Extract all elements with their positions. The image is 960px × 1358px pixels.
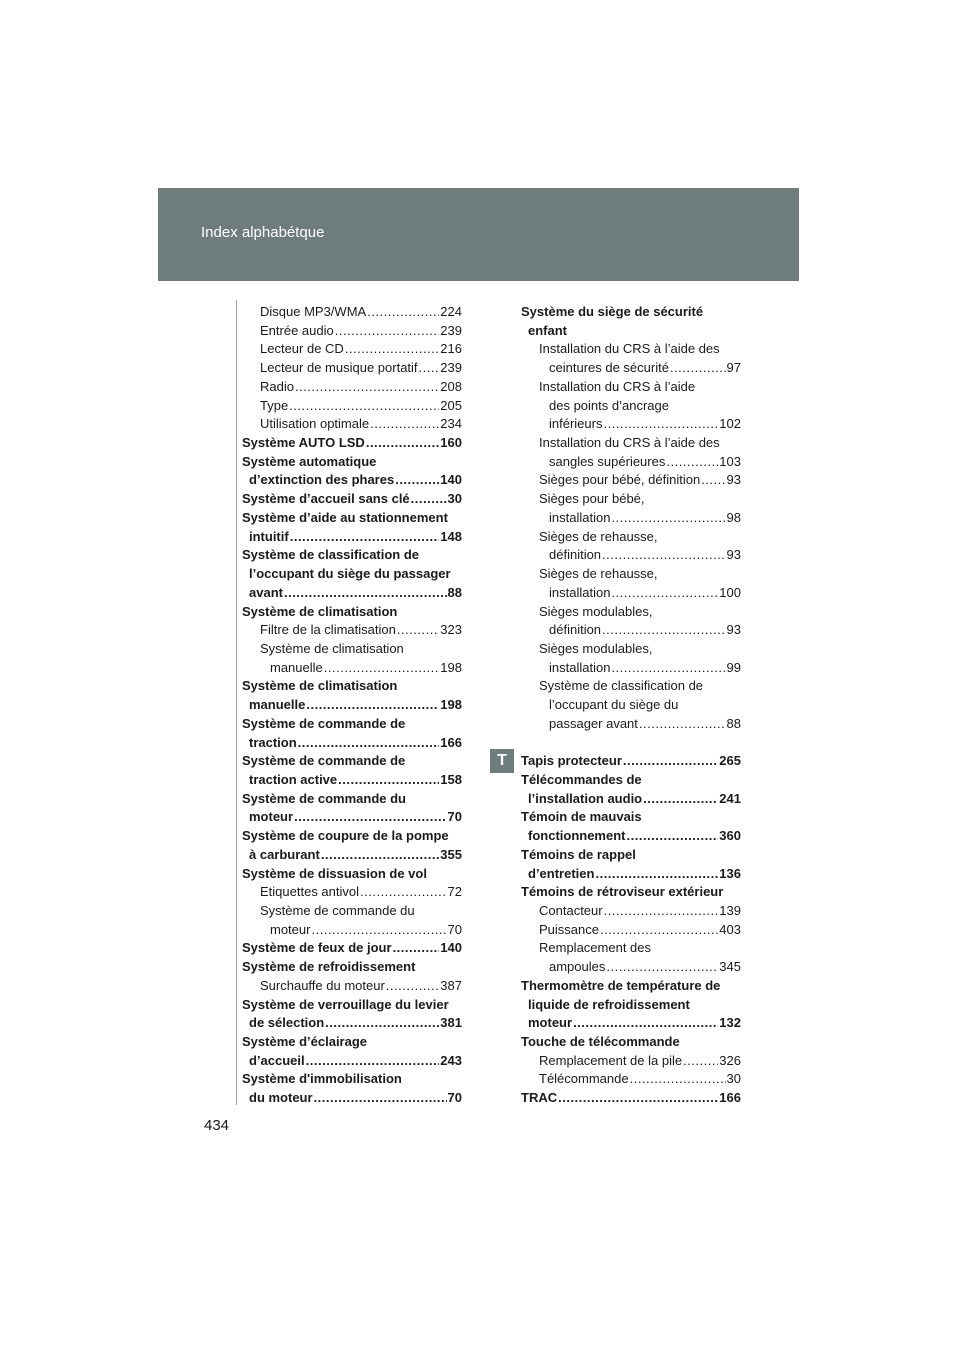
header-title: Index alphabétque (201, 224, 325, 241)
index-entry (242, 546, 462, 565)
index-entry-page: 88 (726, 715, 741, 731)
index-entry (242, 715, 462, 734)
index-entry-text: Système d’éclairage (242, 1034, 368, 1050)
index-entry (521, 509, 741, 528)
index-entry-page: 265 (719, 753, 741, 769)
index-entry (242, 883, 462, 902)
index-entry-text: Système de classification de (242, 547, 420, 563)
index-entry-text: Témoins de rétroviseur extérieur (521, 884, 724, 900)
dot-leader (284, 584, 447, 603)
dot-leader (295, 378, 439, 397)
index-entry-page: 93 (726, 622, 741, 638)
index-entry-text: moteur (270, 921, 311, 937)
index-spacer (521, 734, 741, 753)
index-entry-text: Installation du CRS à l’aide des (539, 341, 720, 357)
index-entry (242, 790, 462, 809)
index-entry (521, 434, 741, 453)
index-entry (521, 340, 741, 359)
dot-leader (623, 752, 718, 771)
index-entry-page: 198 (440, 659, 462, 675)
index-entry (242, 322, 462, 341)
dot-leader (411, 490, 447, 509)
index-column-left (242, 303, 462, 1108)
dot-leader (386, 977, 440, 996)
dot-leader (602, 546, 725, 565)
index-entry (242, 696, 462, 715)
dot-leader (306, 1052, 440, 1071)
index-entry-page: 140 (440, 472, 462, 488)
index-entry-page: 403 (719, 921, 741, 937)
dot-leader (604, 902, 719, 921)
dot-leader (639, 715, 726, 734)
index-entry-text: Système de feux de jour (242, 940, 392, 956)
index-entry-text: installation (549, 584, 611, 600)
index-entry (242, 996, 462, 1015)
index-entry-text: passager avant (549, 715, 638, 731)
index-entry-text: Système de verrouillage du levier (242, 996, 449, 1012)
dot-leader (306, 696, 439, 715)
dot-leader (630, 1070, 726, 1089)
index-entry-text: moteur (249, 809, 294, 825)
dot-leader (666, 453, 718, 472)
index-entry-text: Lecteur de musique portatif (260, 360, 418, 376)
index-entry (242, 1052, 462, 1071)
dot-leader (338, 771, 439, 790)
dot-leader (393, 939, 440, 958)
dot-leader (606, 958, 718, 977)
index-entry (242, 415, 462, 434)
index-entry (521, 808, 741, 827)
index-entry-text: Installation du CRS à l’aide (539, 378, 696, 394)
index-entry-text: Système de climatisation (242, 603, 398, 619)
index-entry-page: 239 (440, 360, 462, 376)
index-entry-page: 103 (719, 453, 741, 469)
index-entry-text: Système d’accueil sans clé (242, 491, 410, 507)
index-entry-text: Système de commande du (260, 903, 415, 918)
index-entry (521, 546, 741, 565)
index-entry-text: avant (249, 584, 283, 600)
index-entry (242, 528, 462, 547)
index-entry (242, 584, 462, 603)
index-entry-text: enfant (528, 322, 567, 338)
dot-leader (419, 359, 440, 378)
index-entry (242, 621, 462, 640)
index-entry-page: 136 (719, 865, 741, 881)
index-entry-text: ampoules (549, 959, 606, 975)
index-entry-text: de sélection (249, 1015, 325, 1031)
dot-leader (603, 415, 718, 434)
index-entry (242, 1014, 462, 1033)
index-entry-page: 205 (440, 397, 462, 413)
index-entry (521, 977, 741, 996)
index-entry-text: Entrée audio (260, 322, 334, 338)
index-entry-text: manuelle (270, 659, 323, 675)
index-entry (521, 771, 741, 790)
index-entry-page: 97 (726, 360, 741, 376)
index-entry-page: 208 (440, 378, 462, 394)
index-entry-text: Contacteur (539, 903, 603, 918)
index-entry-text: Sièges de rehausse, (539, 528, 658, 544)
index-entry (521, 883, 741, 902)
index-entry (242, 808, 462, 827)
index-entry (521, 1014, 741, 1033)
index-entry-text: inférieurs (549, 416, 603, 432)
index-entry (521, 565, 741, 584)
index-entry-page: 148 (440, 528, 462, 544)
dot-leader (367, 303, 439, 322)
index-entry-text: moteur (528, 1015, 573, 1031)
index-entry-text: Sièges pour bébé, définition (539, 472, 701, 488)
index-entry-text: d’extinction des phares (249, 472, 395, 488)
index-entry-text: Système de commande du (242, 790, 406, 806)
dot-leader (298, 734, 440, 753)
index-entry-page: 326 (719, 1052, 741, 1068)
dot-leader (558, 1089, 718, 1108)
index-entry (242, 902, 462, 921)
dot-leader (345, 340, 439, 359)
index-entry (242, 340, 462, 359)
index-entry (521, 865, 741, 884)
index-entry (242, 1089, 462, 1108)
index-entry-text: l’occupant du siège du passager (249, 566, 451, 582)
index-entry-text: Filtre de la climatisation (260, 622, 396, 638)
dot-leader (360, 883, 447, 902)
dot-leader (602, 621, 725, 640)
index-entry-text: Tapis protecteur (521, 753, 622, 769)
index-entry (242, 509, 462, 528)
index-entry-text: Système de commande de (242, 715, 406, 731)
index-entry-page: 102 (719, 416, 741, 432)
dot-leader (611, 584, 718, 603)
index-entry-text: Système automatique (242, 453, 377, 469)
index-entry (521, 378, 741, 397)
dot-leader (395, 471, 439, 490)
index-entry (521, 752, 741, 771)
index-entry-text: Télécommande (539, 1071, 629, 1087)
dot-leader (701, 471, 725, 490)
index-entry-text: Système du siège de sécurité (521, 304, 704, 319)
index-entry-page: 30 (726, 1071, 741, 1087)
index-entry-text: intuitif (249, 528, 289, 544)
index-entry (242, 434, 462, 453)
index-entry (521, 1089, 741, 1108)
index-entry (242, 640, 462, 659)
index-entry (521, 939, 741, 958)
index-entry-text: Système d'immobilisation (242, 1071, 402, 1087)
index-entry-page: 387 (440, 977, 462, 993)
index-entry (521, 827, 741, 846)
index-entry (521, 584, 741, 603)
index-entry (242, 453, 462, 472)
dot-leader (289, 397, 439, 416)
index-entry (521, 1070, 741, 1089)
dot-leader (595, 865, 718, 884)
index-entry (521, 659, 741, 678)
index-entry-page: 381 (440, 1015, 462, 1031)
index-entry-text: Thermomètre de température de (521, 977, 721, 993)
index-entry (521, 415, 741, 434)
index-entry (242, 771, 462, 790)
index-entry-page: 345 (719, 959, 741, 975)
index-entry-text: Sièges modulables, (539, 640, 653, 656)
section-letter-tab: T (490, 749, 514, 773)
index-entry-page: 166 (440, 734, 462, 750)
index-entry-text: Remplacement des (539, 940, 651, 956)
dot-leader (294, 808, 446, 827)
index-entry-text: traction (249, 734, 297, 750)
index-entry-page: 93 (726, 472, 741, 488)
index-entry (242, 827, 462, 846)
index-entry-text: Etiquettes antivol (260, 884, 360, 900)
index-entry (521, 902, 741, 921)
index-entry-text: Système de dissuasion de vol (242, 865, 427, 881)
index-entry (521, 696, 741, 715)
index-entry (242, 303, 462, 322)
index-entry-text: Lecteur de CD (260, 341, 344, 357)
index-entry-text: Système AUTO LSD (242, 435, 365, 451)
page-number: 434 (204, 1117, 230, 1134)
index-entry-page: 241 (719, 790, 741, 806)
index-entry-page: 166 (719, 1090, 741, 1106)
index-entry-page: 100 (719, 584, 741, 600)
index-entry-text: Installation du CRS à l’aide des (539, 435, 720, 451)
dot-leader (611, 509, 725, 528)
index-entry-text: fonctionnement (528, 828, 626, 844)
index-entry (242, 1033, 462, 1052)
index-entry-page: 88 (447, 584, 462, 600)
index-entry-page: 93 (726, 547, 741, 563)
dot-leader (324, 659, 440, 678)
index-entry (521, 958, 741, 977)
index-entry (242, 977, 462, 996)
index-entry-page: 323 (440, 622, 462, 638)
index-entry-page: 99 (726, 659, 741, 675)
index-entry-text: sangles supérieures (549, 453, 666, 469)
index-entry (242, 397, 462, 416)
index-entry-text: Remplacement de la pile (539, 1052, 683, 1068)
index-entry-page: 139 (719, 903, 741, 918)
index-entry (242, 846, 462, 865)
index-entry-text: traction active (249, 771, 338, 787)
index-entry-text: Système de commande de (242, 753, 406, 769)
index-entry (242, 921, 462, 940)
index-entry (521, 1052, 741, 1071)
index-entry-text: Sièges de rehausse, (539, 566, 658, 582)
index-entry-text: Touche de télécommande (521, 1034, 680, 1050)
index-entry-text: TRAC (521, 1090, 558, 1106)
dot-leader (290, 528, 440, 547)
index-entry-text: installation (549, 509, 611, 525)
index-entry-text: Système de climatisation (242, 678, 398, 694)
index-entry (521, 471, 741, 490)
index-entry-page: 355 (440, 846, 462, 862)
index-entry (242, 565, 462, 584)
index-entry (242, 359, 462, 378)
index-entry-page: 160 (440, 435, 462, 451)
index-column-right (521, 303, 741, 1108)
index-entry (521, 715, 741, 734)
index-entry-text: installation (549, 659, 611, 675)
index-entry-text: Utilisation optimale (260, 416, 370, 432)
index-entry-text: Système de coupure de la pompe (242, 828, 449, 844)
index-entry (242, 958, 462, 977)
index-entry-text: Puissance (539, 921, 599, 937)
dot-leader (573, 1014, 718, 1033)
index-entry-text: Type (260, 397, 289, 413)
index-entry-page: 239 (440, 322, 462, 338)
index-entry (521, 677, 741, 696)
index-entry-page: 140 (440, 940, 462, 956)
index-entry-page: 198 (440, 697, 462, 713)
index-entry-page: 70 (447, 921, 462, 937)
dot-leader (321, 846, 439, 865)
index-entry-text: Radio (260, 378, 294, 394)
dot-leader (397, 621, 439, 640)
index-entry-text: liquide de refroidissement (528, 996, 690, 1012)
index-entry-text: définition (549, 622, 602, 638)
dot-leader (600, 921, 718, 940)
index-entry (521, 846, 741, 865)
dot-leader (611, 659, 725, 678)
index-entry (242, 490, 462, 509)
index-entry (521, 603, 741, 622)
index-entry-text: Disque MP3/WMA (260, 304, 367, 319)
dot-leader (366, 434, 439, 453)
index-entry (521, 640, 741, 659)
index-entry-text: Système de refroidissement (242, 959, 416, 975)
dot-leader (670, 359, 726, 378)
header-band (158, 188, 799, 281)
index-entry (521, 322, 741, 341)
index-entry-text: d’accueil (249, 1052, 305, 1068)
index-entry-page: 224 (440, 304, 462, 319)
index-entry-text: Système de classification de (539, 678, 704, 694)
dot-leader (683, 1052, 718, 1071)
index-entry-page: 234 (440, 416, 462, 432)
index-entry-text: Système de climatisation (260, 640, 404, 656)
index-entry-text: Surchauffe du moteur (260, 977, 385, 993)
index-entry-page: 30 (447, 491, 462, 507)
index-entry-text: du moteur (249, 1090, 313, 1106)
index-entry (521, 453, 741, 472)
index-entry (521, 397, 741, 416)
index-entry-text: Sièges modulables, (539, 603, 653, 619)
index-entry-text: l’occupant du siège du (549, 697, 679, 713)
index-entry-text: des points d’ancrage (549, 397, 669, 413)
index-entry-text: Sièges pour bébé, (539, 491, 645, 507)
index-entry (242, 1070, 462, 1089)
index-entry (521, 359, 741, 378)
index-entry-text: à carburant (249, 846, 320, 862)
index-entry-text: d’entretien (528, 865, 595, 881)
dot-leader (643, 790, 718, 809)
index-entry (242, 378, 462, 397)
index-entry-page: 132 (719, 1015, 741, 1031)
dot-leader (370, 415, 439, 434)
index-entry-text: Télécommandes de (521, 771, 642, 787)
dot-leader (325, 1014, 439, 1033)
index-entry (521, 790, 741, 809)
index-entry (242, 603, 462, 622)
index-entry (242, 939, 462, 958)
index-entry-page: 158 (440, 771, 462, 787)
column-divider (236, 300, 237, 1105)
index-entry (521, 921, 741, 940)
index-entry (242, 471, 462, 490)
dot-leader (335, 322, 440, 341)
index-entry (242, 752, 462, 771)
index-entry (521, 528, 741, 547)
index-entry-text: ceintures de sécurité (549, 360, 669, 376)
index-entry-page: 360 (719, 828, 741, 844)
index-entry (242, 659, 462, 678)
index-entry (242, 734, 462, 753)
dot-leader (311, 921, 446, 940)
index-entry (242, 865, 462, 884)
index-entry-text: manuelle (249, 697, 306, 713)
index-entry-page: 72 (447, 884, 462, 900)
index-entry-page: 243 (440, 1052, 462, 1068)
dot-leader (314, 1089, 447, 1108)
index-entry-page: 70 (447, 1090, 462, 1106)
index-entry (521, 621, 741, 640)
index-entry-text: définition (549, 547, 602, 563)
index-entry (521, 996, 741, 1015)
index-entry-text: Témoins de rappel (521, 846, 636, 862)
index-entry-text: l’installation audio (528, 790, 643, 806)
index-entry-page: 70 (447, 809, 462, 825)
dot-leader (627, 827, 719, 846)
index-entry (242, 677, 462, 696)
index-entry-text: Système d’aide au stationnement (242, 509, 448, 525)
index-entry-text: Témoin de mauvais (521, 809, 642, 825)
index-entry (521, 303, 741, 322)
index-entry-page: 98 (726, 509, 741, 525)
index-entry (521, 1033, 741, 1052)
index-entry-page: 216 (440, 341, 462, 357)
index-entry (521, 490, 741, 509)
